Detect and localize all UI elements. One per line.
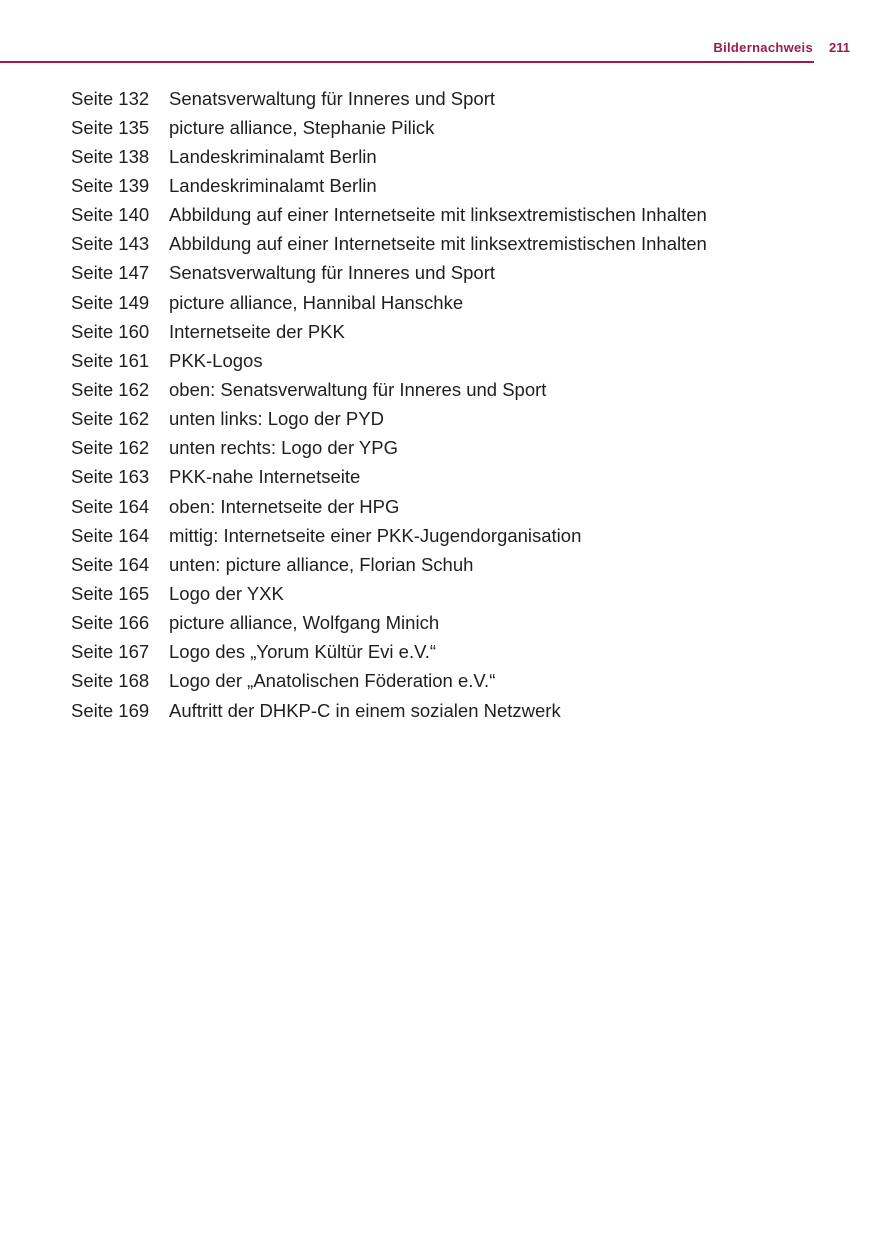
- credit-row: [71, 230, 707, 259]
- credit-source: Landeskriminalamt Berlin: [169, 174, 377, 196]
- credit-source: mittig: Internetseite einer PKK-Jugendorganisation: [169, 524, 582, 546]
- credit-page-ref: Seite 168: [71, 670, 150, 692]
- credit-source: Logo des „Yorum Kültür Evi e.V.“: [169, 641, 437, 663]
- credit-page-ref: Seite 163: [71, 466, 150, 488]
- credit-page-ref: Seite 132: [71, 87, 150, 109]
- credit-row: [71, 84, 707, 113]
- credit-page-ref: Seite 166: [71, 612, 150, 634]
- credit-page-ref: Seite 149: [71, 291, 150, 313]
- credit-page-ref: Seite 169: [71, 699, 150, 721]
- credit-row: [71, 550, 707, 579]
- credit-row: [71, 667, 707, 696]
- credit-row: [71, 201, 707, 230]
- credit-page-ref: Seite 161: [71, 349, 150, 371]
- credit-source: picture alliance, Stephanie Pilick: [169, 116, 435, 138]
- credit-row: [71, 696, 707, 725]
- credit-source: Auftritt der DHKP-C in einem sozialen Netzwerk: [169, 699, 561, 721]
- credit-page-ref: Seite 164: [71, 495, 150, 517]
- credit-page-ref: Seite 138: [71, 145, 150, 167]
- credit-row: [71, 579, 707, 608]
- credit-source: picture alliance, Hannibal Hanschke: [169, 291, 464, 313]
- page-number: 211: [829, 40, 850, 55]
- credit-page-ref: Seite 162: [71, 378, 150, 400]
- header-rule: [0, 61, 814, 63]
- credit-row: [71, 142, 707, 171]
- credit-page-ref: Seite 139: [71, 174, 150, 196]
- credit-row: [71, 609, 707, 638]
- credit-source: PKK-Logos: [169, 349, 263, 371]
- credit-source: Senatsverwaltung für Inneres und Sport: [169, 262, 495, 284]
- credit-source: picture alliance, Wolfgang Minich: [169, 612, 440, 634]
- credit-row: [71, 492, 707, 521]
- credit-source: unten rechts: Logo der YPG: [169, 437, 399, 459]
- credit-source: PKK-nahe Internetseite: [169, 466, 361, 488]
- credit-row: [71, 259, 707, 288]
- credit-source: Abbildung auf einer Internetseite mit linksextremistischen Inhalten: [169, 233, 707, 255]
- credit-row: [71, 405, 707, 434]
- credit-page-ref: Seite 167: [71, 641, 150, 663]
- credit-source: Abbildung auf einer Internetseite mit linksextremistischen Inhalten: [169, 204, 707, 226]
- credit-row: [71, 521, 707, 550]
- credit-row: [71, 113, 707, 142]
- credit-row: [71, 346, 707, 375]
- running-header: [0, 0, 875, 64]
- credit-row: [71, 317, 707, 346]
- credit-page-ref: Seite 143: [71, 233, 150, 255]
- section-title: Bildernachweis: [713, 40, 813, 55]
- credit-page-ref: Seite 147: [71, 262, 150, 284]
- credit-source: oben: Senatsverwaltung für Inneres und Sport: [169, 378, 547, 400]
- credit-page-ref: Seite 160: [71, 320, 150, 342]
- credit-row: [71, 171, 707, 200]
- credit-source: unten: picture alliance, Florian Schuh: [169, 553, 474, 575]
- credit-row: [71, 463, 707, 492]
- credit-source: Senatsverwaltung für Inneres und Sport: [169, 87, 495, 109]
- credit-page-ref: Seite 162: [71, 437, 150, 459]
- credit-source: Logo der YXK: [169, 582, 284, 604]
- image-credits-list: [71, 84, 707, 725]
- credit-page-ref: Seite 164: [71, 524, 150, 546]
- credit-row: [71, 434, 707, 463]
- credit-row: [71, 375, 707, 404]
- credit-page-ref: Seite 162: [71, 408, 150, 430]
- credit-row: [71, 638, 707, 667]
- credit-source: unten links: Logo der PYD: [169, 408, 384, 430]
- credit-row: [71, 288, 707, 317]
- credit-page-ref: Seite 165: [71, 582, 150, 604]
- credit-source: Landeskriminalamt Berlin: [169, 145, 377, 167]
- credit-page-ref: Seite 135: [71, 116, 150, 138]
- credit-source: oben: Internetseite der HPG: [169, 495, 400, 517]
- credit-page-ref: Seite 164: [71, 553, 150, 575]
- credit-source: Internetseite der PKK: [169, 320, 345, 342]
- credit-page-ref: Seite 140: [71, 204, 150, 226]
- credit-source: Logo der „Anatolischen Föderation e.V.“: [169, 670, 496, 692]
